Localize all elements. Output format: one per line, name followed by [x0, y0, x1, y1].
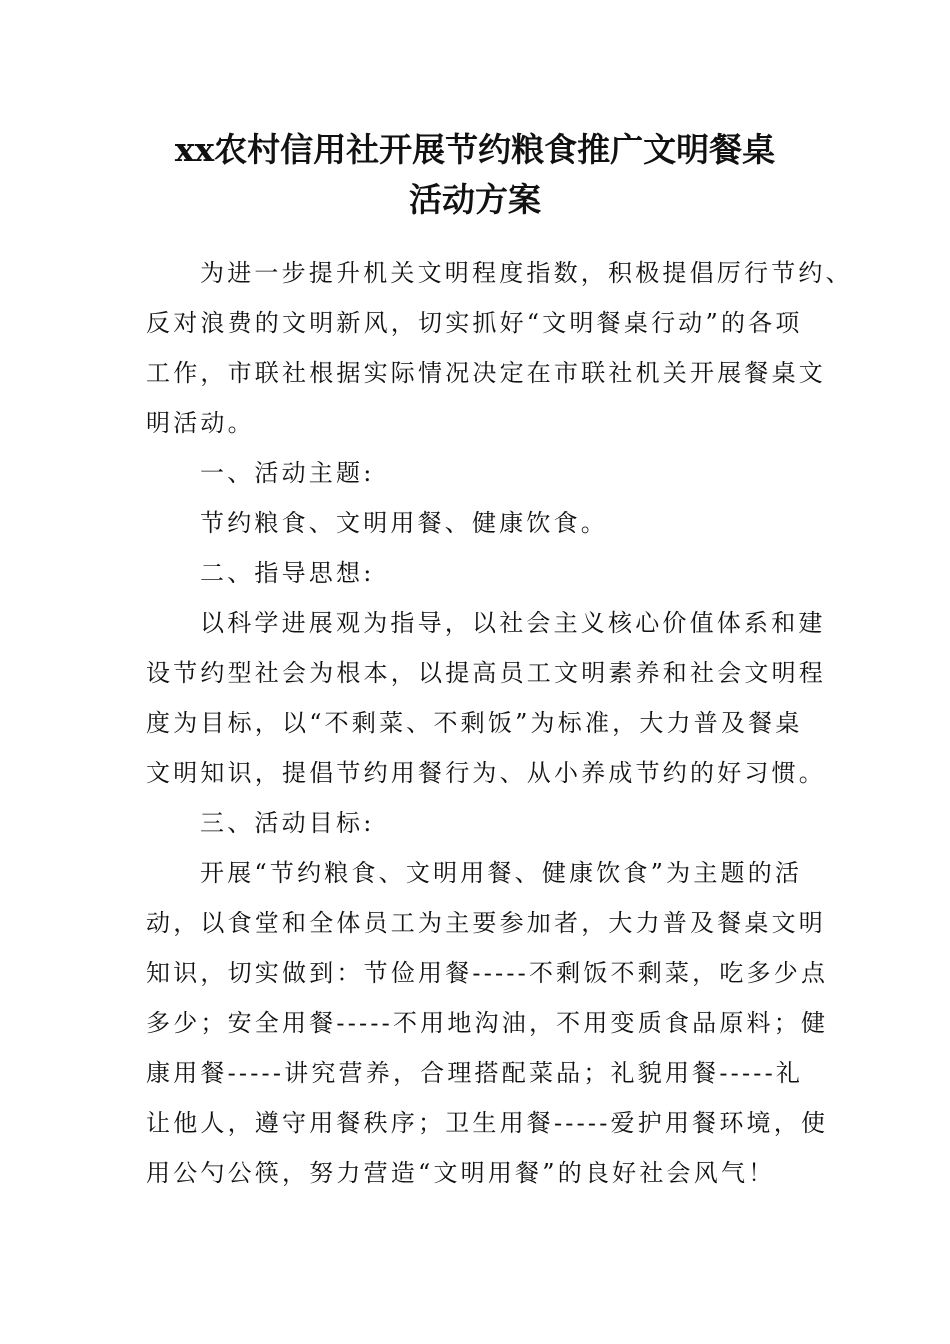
section-3-heading: 三、活动目标:: [200, 809, 375, 837]
intro-line: 反对浪费的文明新风，切实抓好“文明餐桌行动”的各项: [146, 309, 803, 337]
document-title-line-1: xx农村信用社开展节约粮食推广文明餐桌: [174, 130, 776, 169]
section-3-line: 多少；安全用餐-----不用地沟油，不用变质食品原料；健: [146, 1009, 829, 1037]
intro-paragraph: [146, 248, 853, 448]
intro-line: 明活动。: [146, 409, 255, 437]
section-2-paragraph: [146, 598, 826, 798]
section-3-line: 用公勺公筷，努力营造“文明用餐”的良好社会风气！: [146, 1159, 776, 1187]
section-3-line: 康用餐-----讲究营养，合理搭配菜品；礼貌用餐-----礼: [146, 1059, 804, 1087]
section-1-heading: 一、活动主题:: [200, 459, 375, 487]
document-body: [146, 248, 853, 1198]
section-3-line: 开展“节约粮食、文明用餐、健康饮食”为主题的活: [200, 859, 803, 887]
section-2-line: 度为目标，以“不剩菜、不剩饭”为标准，大力普及餐桌: [146, 709, 803, 737]
section-1-body: 节约粮食、文明用餐、健康饮食。: [200, 509, 608, 537]
document-title-line-2: 活动方案: [409, 180, 541, 219]
section-2-heading: 二、指导思想:: [200, 559, 375, 587]
intro-line: 为进一步提升机关文明程度指数，积极提倡厉行节约、: [200, 259, 853, 287]
section-3-paragraph: [146, 848, 829, 1198]
section-3-line: 让他人，遵守用餐秩序；卫生用餐-----爱护用餐环境，使: [146, 1109, 829, 1137]
section-2-line: 设节约型社会为根本，以提高员工文明素养和社会文明程: [146, 659, 826, 687]
section-2-line: 文明知识，提倡节约用餐行为、从小养成节约的好习惯。: [146, 759, 826, 787]
intro-line: 工作，市联社根据实际情况决定在市联社机关开展餐桌文: [146, 359, 826, 387]
section-2-line: 以科学进展观为指导，以社会主义核心价值体系和建: [200, 609, 826, 637]
section-3-line: 动，以食堂和全体员工为主要参加者，大力普及餐桌文明: [146, 909, 826, 937]
section-3-line: 知识，切实做到：节俭用餐-----不剩饭不剩菜，吃多少点: [146, 959, 829, 987]
